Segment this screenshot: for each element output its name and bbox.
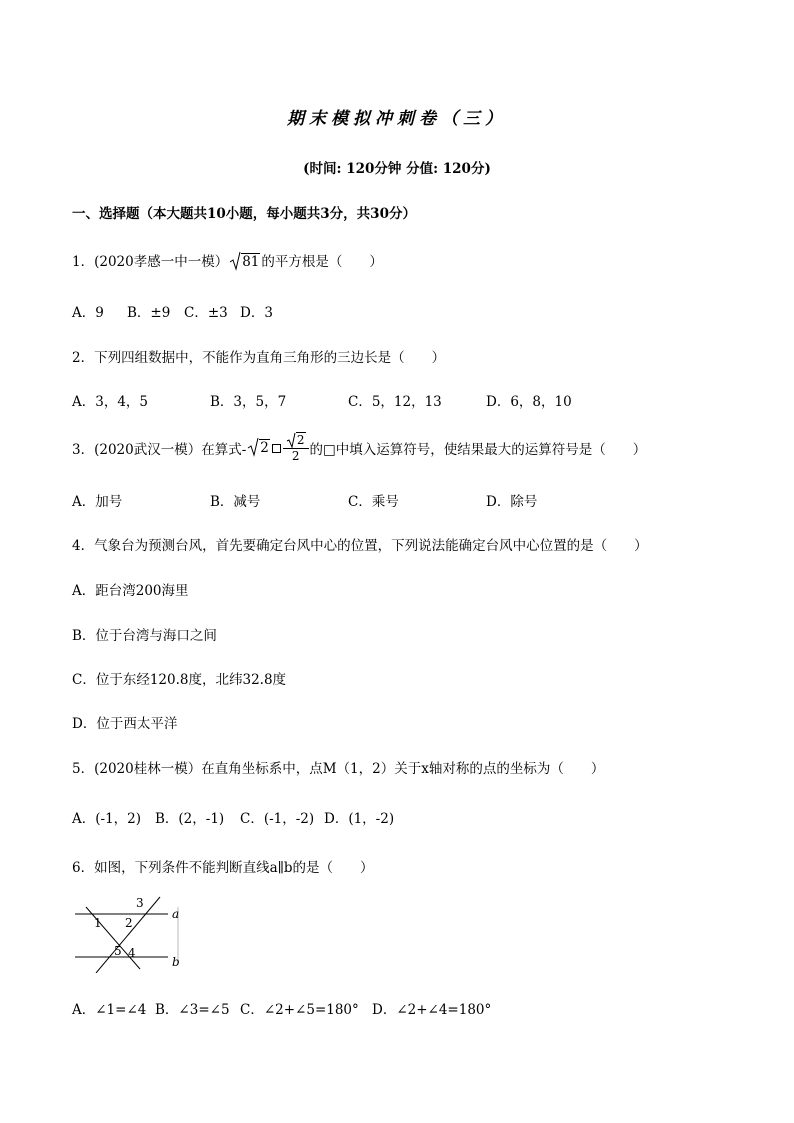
exam-info: (时间: 120分钟 分值: 120分) (303, 161, 491, 177)
sqrt-expression (247, 440, 270, 456)
fraction-numerator (283, 433, 309, 449)
option-c: C．位于东经120.8度，北纬32.8度 (72, 672, 287, 688)
angle-5-label: 5 (114, 944, 122, 958)
angle-4-label: 4 (128, 946, 136, 960)
radicand: 2 (296, 432, 305, 447)
option-c: C．(-1，-2) (240, 811, 315, 827)
line-b-label: b (172, 955, 180, 969)
option-c: C．乘号 (348, 494, 399, 510)
question-1-suffix: 的平方根是（ ） (261, 254, 383, 270)
option-d: D．位于西太平洋 (72, 716, 178, 732)
question-3-prefix: 3．(2020武汉一模）在算式- (72, 442, 247, 458)
parallel-lines-figure (70, 893, 190, 973)
fraction (283, 433, 309, 464)
option-b: B．±9 (127, 305, 171, 321)
option-b: B．∠3=∠5 (155, 1002, 230, 1018)
fraction-denominator: 2 (291, 448, 300, 463)
sqrt-expression (229, 254, 260, 270)
radical-sign-icon (286, 432, 296, 448)
option-a: A．∠1=∠4 (72, 1002, 147, 1018)
angle-1-label: 1 (94, 916, 102, 930)
question-1-prefix: 1．(2020孝感一中一模） (72, 254, 229, 270)
radicand: 2 (260, 440, 269, 456)
radical-sign-icon (247, 437, 259, 457)
option-c: C．∠2+∠5=180° (240, 1002, 359, 1018)
option-d: D．除号 (486, 494, 538, 510)
radicand: 81 (242, 254, 260, 270)
question-3 (72, 428, 646, 468)
angle-3-label: 3 (136, 896, 144, 910)
angle-2-label: 2 (125, 916, 133, 930)
option-b: B．3，5，7 (210, 394, 287, 410)
option-d: D．3 (240, 305, 273, 321)
radical-sign-icon (229, 251, 241, 271)
question-6: 6．如图，下列条件不能判断直线a∥b的是（ ） (72, 860, 374, 876)
option-c: C．±3 (184, 305, 228, 321)
option-a: A．3，4，5 (72, 394, 149, 410)
question-4: 4．气象台为预测台风，首先要确定台风中心的位置，下列说法能确定台风中心位置的是（ ） (72, 538, 648, 554)
option-c: C．5，12，13 (348, 394, 442, 410)
option-b: B．减号 (210, 494, 261, 510)
sqrt-expression (286, 433, 306, 448)
option-a: A．9 (72, 305, 104, 321)
option-d: D．(1，-2) (324, 811, 395, 827)
option-a: A．(-1，2) (72, 811, 142, 827)
option-d: D．∠2+∠4=180° (372, 1002, 492, 1018)
option-a: A．距台湾200海里 (72, 583, 189, 599)
question-5: 5．(2020桂林一模）在直角坐标系中，点M（1，2）关于x轴对称的点的坐标为（ ） (72, 761, 605, 777)
option-b: B．(2，-1) (155, 811, 225, 827)
blank-box (272, 444, 281, 453)
option-b: B．位于台湾与海口之间 (72, 628, 217, 644)
line-a-label: a (172, 907, 180, 921)
option-d: D．6，8，10 (486, 394, 572, 410)
transversal-2 (96, 897, 160, 973)
page-title: 期末模拟冲刺卷（三） (287, 109, 507, 129)
question-1 (72, 250, 383, 270)
question-3-suffix: 的□中填入运算符号，使结果最大的运算符号是（ ） (309, 442, 647, 458)
question-2: 2．下列四组数据中，不能作为直角三角形的三边长是（ ） (72, 350, 446, 366)
option-a: A．加号 (72, 494, 123, 510)
section-heading: 一、选择题（本大题共10小题，每小题共3分，共30分） (72, 206, 416, 222)
